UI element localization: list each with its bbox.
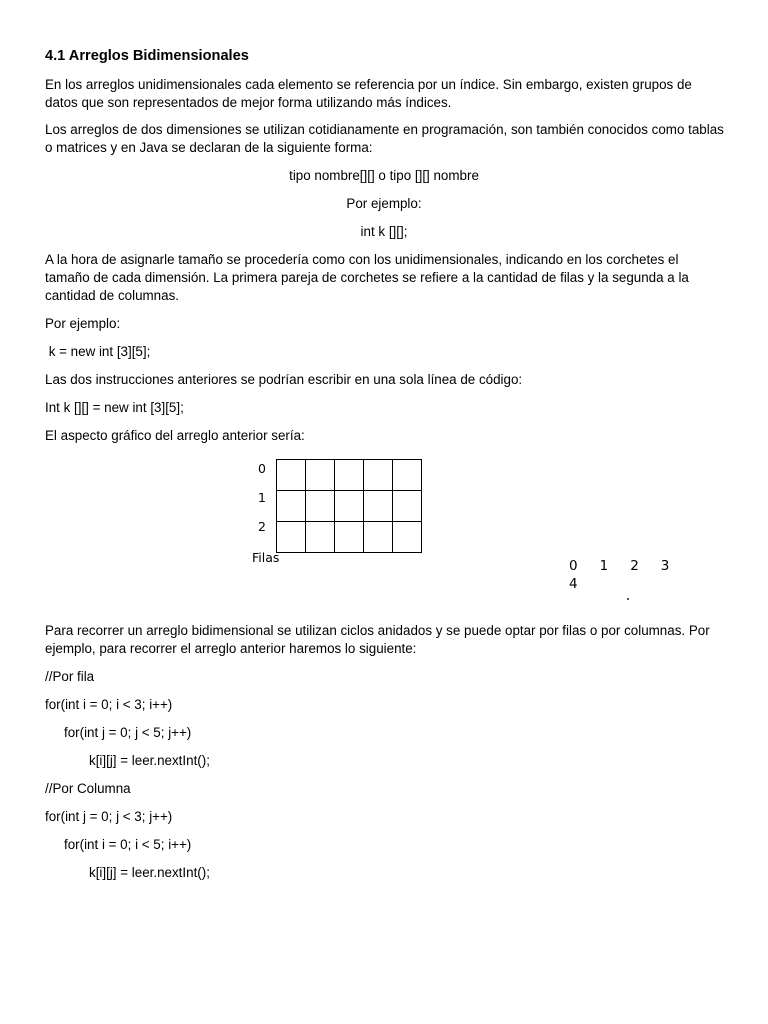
grid-cell xyxy=(393,460,422,491)
paragraph-declaration: Los arreglos de dos dimensiones se utilizan cotidianamente en programación, son también conocidos como tablas o matrices y en Java se declaran de la siguiente forma: xyxy=(45,122,724,155)
column-labels xyxy=(569,557,719,593)
section-heading: 4.1 Arreglos Bidimensionales xyxy=(45,48,249,64)
rows-caption: Filas xyxy=(252,550,280,565)
grid-cell xyxy=(277,491,306,522)
grid-cell xyxy=(306,460,335,491)
grid-cell xyxy=(393,522,422,553)
grid-cell xyxy=(335,491,364,522)
column-label: 3 xyxy=(660,558,670,574)
grid-cell xyxy=(335,522,364,553)
code-comment-row: //Por fila xyxy=(45,669,95,684)
grid-cell xyxy=(364,522,393,553)
paragraph-graphic: El aspecto gráfico del arreglo anterior sería: xyxy=(45,428,305,443)
example-declaration: int k [][]; xyxy=(360,224,408,239)
paragraph-intro: En los arreglos unidimensionales cada elemento se referencia por un índice. Sin embargo, existen grupos de datos que son representados de mejor forma utilizando más índices. xyxy=(45,77,692,110)
code-col-outer-loop: for(int j = 0; j < 3; j++) xyxy=(45,809,173,824)
example-new: k = new int [3][5]; xyxy=(45,344,151,359)
one-line-declaration: Int k [][] = new int [3][5]; xyxy=(45,400,184,415)
paragraph-size: A la hora de asignarle tamaño se procedería como con los unidimensionales, indicando en los corchetes el tamaño de cada dimensión. La primera pareja de corchetes se refiere a la cantidad de filas y la segunda a la cantidad de columnas. xyxy=(45,252,689,303)
grid-cell xyxy=(306,522,335,553)
column-label: 4 xyxy=(569,576,578,592)
code-col-body: k[i][j] = leer.nextInt(); xyxy=(89,865,210,880)
example-label: Por ejemplo: xyxy=(45,316,121,331)
paragraph-one-line: Las dos instrucciones anteriores se podrían escribir en una sola línea de código: xyxy=(45,372,523,387)
grid-cell xyxy=(364,491,393,522)
row-label: 1 xyxy=(258,490,266,505)
column-label: 0 xyxy=(569,558,578,574)
grid-cell xyxy=(364,460,393,491)
grid-cell xyxy=(277,522,306,553)
grid-row xyxy=(277,460,422,491)
column-label: 2 xyxy=(630,558,639,574)
paragraph-traverse: Para recorrer un arreglo bidimensional se utilizan ciclos anidados y se puede optar por filas o por columnas. Por ejemplo, para recorrer el arreglo anterior haremos lo siguiente: xyxy=(45,623,710,656)
column-label: 1 xyxy=(599,558,609,574)
grid-cell xyxy=(306,491,335,522)
grid-cell xyxy=(393,491,422,522)
code-comment-column: //Por Columna xyxy=(45,781,131,796)
grid-row xyxy=(277,522,422,553)
row-label: 0 xyxy=(258,461,266,476)
grid-cell xyxy=(277,460,306,491)
example-label-centered: Por ejemplo: xyxy=(346,196,422,211)
grid-row xyxy=(277,491,422,522)
code-row-inner-loop: for(int j = 0; j < 5; j++) xyxy=(64,725,192,740)
code-col-inner-loop: for(int i = 0; i < 5; i++) xyxy=(64,837,192,852)
array-grid xyxy=(276,459,422,553)
syntax-line: tipo nombre[][] o tipo [][] nombre xyxy=(289,168,479,183)
stray-dot xyxy=(627,598,629,600)
row-label: 2 xyxy=(258,519,266,534)
code-row-body: k[i][j] = leer.nextInt(); xyxy=(89,753,210,768)
grid-cell xyxy=(335,460,364,491)
code-row-outer-loop: for(int i = 0; i < 3; i++) xyxy=(45,697,173,712)
